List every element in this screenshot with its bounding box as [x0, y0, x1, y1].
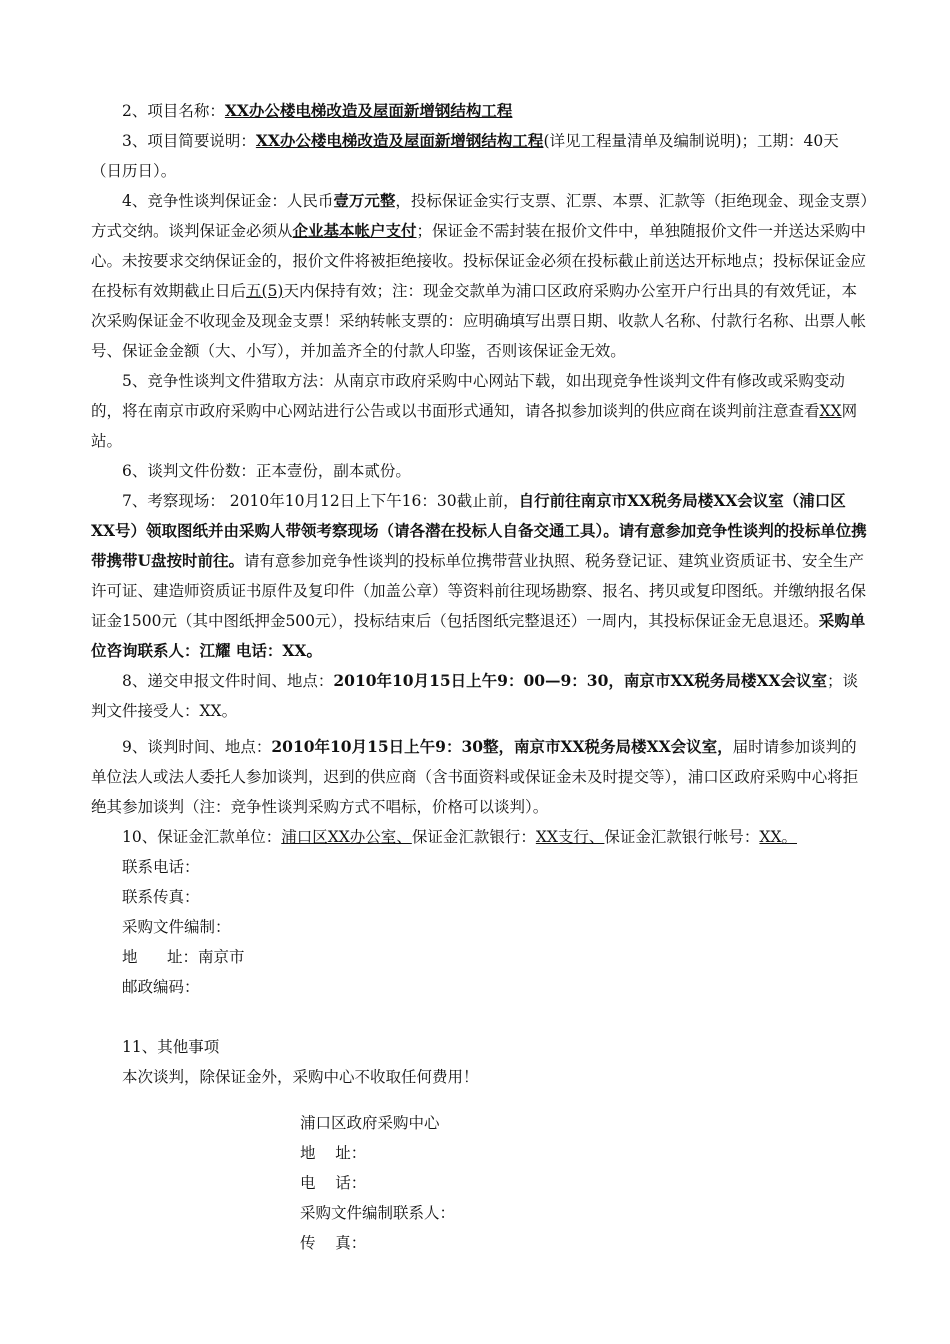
item-submission — [91, 666, 869, 726]
remit-account-label: 保证金汇款银行帐号： — [604, 828, 760, 846]
item7-text-a: 7、考察现场： 2010年10月12日上下午16：30截止前， — [122, 492, 519, 510]
deposit-account-requirement: 企业基本帐户支付 — [292, 221, 417, 240]
document-body — [91, 96, 869, 1092]
item7-text-b: 请有意参加竞争性谈判的投标单位携带营业执照、税务登记证、建筑业资质证书、安全生产许可证、建造师资质证书原件及复印件（加盖公章）等资料前往现场勘察、报名、拷贝或复印图纸。并缴纳报名保证金1500元（其中图纸押金500元），投标结束后（包括图纸完整退还）一周内，其投标保证金无息退还。 — [91, 552, 867, 630]
item-other-text: 本次谈判，除保证金外，采购中心不收取任何费用！ — [122, 1068, 479, 1086]
signature-address: 地 址： — [300, 1144, 367, 1162]
item-other-title: 11、其他事项 — [122, 1038, 220, 1056]
item-deposit — [91, 186, 869, 366]
deposit-valid-days: 五(5) — [246, 282, 284, 300]
item3-rest: (详见工程量清单及编制说明)；工期：40天（日历日）。 — [91, 132, 839, 180]
item-project-name — [91, 96, 869, 126]
remit-account: XX。 — [759, 828, 797, 846]
item5-text-b: 网站。 — [91, 402, 858, 450]
item10-label: 10、保证金汇款单位： — [122, 828, 282, 846]
item-document-acquisition — [91, 366, 869, 456]
item7-bold-1: 自行前往南京市XX税务局楼XX会议室（浦口区XX号）领取图纸并由采购人带领考察现场（请各潜在投标人自备交通工具）。请有意参加竞争性谈判的投标单位携带携带U盘按时前往。 — [91, 491, 867, 570]
item7-contact: 采购单位咨询联系人：江耀 电话：XX。 — [91, 611, 866, 660]
project-name: XX办公楼电梯改造及屋面新增钢结构工程 — [224, 101, 513, 120]
signature-block — [300, 1108, 700, 1258]
item3-label: 3、项目简要说明： — [122, 132, 256, 150]
item-project-description — [91, 126, 869, 186]
item4-text-d: 天内保持有效；注：现金交款单为浦口区政府采购办公室开户行出具的有效凭证，本次采购保证金不收现金及现金支票！采纳转帐支票的：应明确填写出票日期、收款人名称、付款行名称、出票人帐号、保证金金额（大、小写），并加盖齐全的付款人印鉴，否则该保证金无效。 — [91, 282, 867, 360]
remit-bank: XX支行、 — [535, 828, 605, 846]
item2-label: 2、项目名称： — [122, 102, 225, 120]
item-document-copies: 6、谈判文件份数：正本壹份，副本贰份。 — [122, 462, 411, 480]
signature-fax: 传 真： — [300, 1234, 367, 1252]
contact-editor: 采购文件编制： — [122, 918, 231, 936]
item4-text-c: ；保证金不需封装在报价文件中，单独随报价文件一并送达采购中心。未按要求交纳保证金的，报价文件将被拒绝接收。投标保证金必须在投标截止前送达开标地点；投标保证金应在投标有效期截止日后 — [91, 222, 867, 300]
project-name-2: XX办公楼电梯改造及屋面新增钢结构工程 — [255, 131, 544, 150]
item9-time-place: 2010年10月15日上午9：30整，南京市XX税务局楼XX会议室， — [271, 737, 733, 756]
website-name: XX — [819, 402, 842, 420]
deposit-amount: 壹万元整 — [333, 191, 396, 210]
item4-text-b: ，投标保证金实行支票、汇票、本票、汇款等（拒绝现金、现金支票）方式交纳。谈判保证金必须从 — [91, 192, 869, 240]
item-negotiation — [91, 732, 869, 822]
item-site-inspection — [91, 486, 869, 666]
contact-postcode: 邮政编码： — [122, 978, 200, 996]
item8-text-a: 8、递交申报文件时间、地点： — [122, 672, 334, 690]
item9-text-b: 届时请参加谈判的单位法人或法人委托人参加谈判，迟到的供应商（含书面资料或保证金未及时提交等），浦口区政府采购中心将拒绝其参加谈判（注：竞争性谈判采购方式不唱标，价格可以谈判）。 — [91, 738, 859, 816]
item4-text-a: 4、竞争性谈判保证金：人民币 — [122, 192, 334, 210]
contact-phone: 联系电话： — [122, 858, 200, 876]
item-remittance — [91, 822, 869, 852]
item5-text-a: 5、竞争性谈判文件猎取方法：从南京市政府采购中心网站下载，如出现竞争性谈判文件有修改或采购变动的，将在南京市政府采购中心网站进行公告或以书面形式通知，请各拟参加谈判的供应商在谈判前注意查看 — [91, 372, 845, 420]
remit-bank-label: 保证金汇款银行： — [411, 828, 536, 846]
signature-editor-contact: 采购文件编制联系人： — [300, 1204, 456, 1222]
item9-text-a: 9、谈判时间、地点： — [122, 738, 272, 756]
item8-text-b: ；谈判文件接受人：XX。 — [91, 672, 858, 720]
signature-phone: 电 话： — [300, 1174, 367, 1192]
item8-time-place: 2010年10月15日上午9：00—9：30，南京市XX税务局楼XX会议室 — [333, 671, 827, 690]
signature-org: 浦口区政府采购中心 — [300, 1114, 440, 1132]
spacer — [91, 1002, 869, 1032]
contact-fax: 联系传真： — [122, 888, 200, 906]
contact-address: 地 址：南京市 — [122, 948, 245, 966]
remit-unit: 浦口区XX办公室、 — [281, 828, 412, 846]
